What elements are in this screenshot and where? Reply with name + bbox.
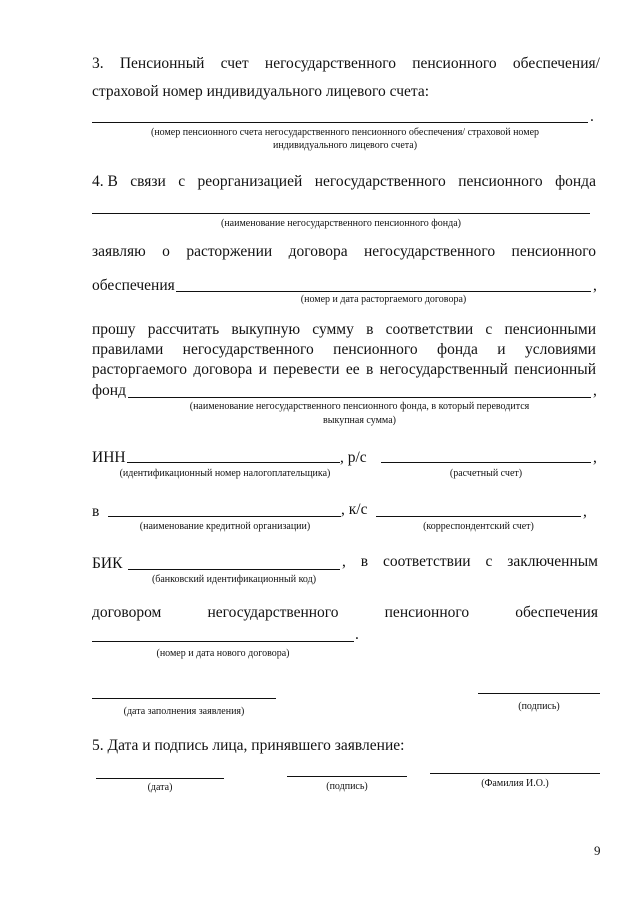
fill-date-caption: (дата заполнения заявления) (123, 706, 245, 717)
ks-label: , к/с (341, 501, 368, 518)
word: в (360, 553, 369, 570)
word: перевести (273, 361, 340, 378)
applicant-signature-field[interactable] (478, 693, 600, 694)
receiver-date-field[interactable] (96, 778, 224, 779)
word: пенсионного (511, 243, 596, 260)
period: . (355, 626, 359, 643)
word: негосударственного (182, 341, 314, 358)
word: прошу (92, 321, 136, 338)
settlement-account-field[interactable] (381, 462, 591, 463)
word: с (485, 553, 493, 570)
bik-field[interactable] (128, 569, 340, 570)
word: рассчитать (147, 321, 220, 338)
comma: , (583, 503, 587, 520)
word: негосударственного (314, 173, 446, 190)
word: фонда (437, 341, 478, 358)
new-contract-field[interactable] (92, 641, 354, 642)
bik-caption: (банковский идентификационный код) (151, 574, 317, 585)
word: в (365, 361, 374, 378)
applicant-signature-caption: (подпись) (518, 701, 560, 712)
word: условиями (525, 341, 596, 358)
bank-name-caption: (наименование кредитной организации) (139, 521, 311, 532)
word: и (497, 341, 506, 358)
request-line-3 (92, 361, 596, 379)
fund-name-field[interactable] (92, 213, 590, 214)
word: Пенсионный (119, 55, 205, 72)
section3-line1 (92, 55, 600, 73)
word: сумму (312, 321, 354, 338)
receiver-date-caption: (дата) (147, 782, 173, 793)
word: негосударственного (364, 243, 496, 260)
page-number: 9 (594, 843, 601, 858)
word: , (342, 553, 346, 570)
word: заявляю (92, 243, 146, 260)
receiver-name-caption: (Фамилия И.О.) (481, 778, 549, 789)
request-line-2 (92, 341, 596, 359)
comma: , (593, 449, 597, 466)
bik-tail (342, 553, 598, 571)
target-fund-field[interactable] (128, 397, 591, 398)
word: пенсионного (458, 173, 543, 190)
word: о (162, 243, 170, 260)
word: с (178, 173, 186, 190)
word: и (258, 361, 267, 378)
receiver-signature-caption: (подпись) (326, 781, 368, 792)
inn-label: ИНН (92, 449, 126, 466)
bik-label: БИК (92, 555, 123, 572)
declare-line (92, 243, 596, 261)
pension-account-caption-2: индивидуального лицевого счета) (272, 140, 418, 151)
new-contract-caption: (номер и дата нового договора) (156, 648, 290, 659)
word: обеспечения/ (512, 55, 600, 72)
target-fund-caption-2: выкупная сумма) (323, 415, 396, 426)
target-fund-caption-1: (наименование негосударственного пенсионного фонда, в который переводится (189, 401, 530, 412)
bank-name-field[interactable] (108, 516, 341, 517)
correspondent-account-caption: (корреспондентский счет) (423, 521, 534, 532)
word: пенсионный (514, 361, 596, 378)
word: 3. (92, 55, 104, 72)
word: соответствии (385, 321, 474, 338)
word: пенсионного (412, 55, 497, 72)
word: пенсионными (504, 321, 596, 338)
word: ее (345, 361, 360, 378)
section4-line1 (92, 173, 596, 191)
section3-end-period: . (590, 108, 594, 125)
word: негосударственного (264, 55, 396, 72)
word: обеспечения (515, 604, 598, 621)
word: фонда (555, 173, 596, 190)
word: пенсионного (384, 604, 470, 621)
word: расторгаемого (92, 361, 187, 378)
word: связи (130, 173, 166, 190)
settlement-account-caption: (расчетный счет) (449, 468, 523, 479)
provision-label: обеспечения (92, 277, 175, 294)
fill-date-field[interactable] (92, 698, 276, 699)
pension-account-field[interactable] (92, 122, 588, 123)
word: заключенным (507, 553, 598, 570)
section5-heading: 5. Дата и подпись лица, принявшего заявление: (92, 737, 405, 754)
pension-account-caption-1: (номер пенсионного счета негосударственного пенсионного обеспечения/ страховой номер (150, 127, 540, 138)
fund-name-caption: (наименование негосударственного пенсионного фонда) (221, 218, 461, 229)
word: пенсионного (333, 341, 418, 358)
rs-label: , р/с (340, 449, 367, 466)
fund-label: фонд (92, 382, 126, 399)
word: расторжении (186, 243, 273, 260)
word: договором (92, 604, 162, 621)
word: договора (288, 243, 348, 260)
terminated-contract-caption: (номер и дата расторгаемого договора) (300, 294, 467, 305)
receiver-name-field[interactable] (430, 773, 600, 774)
receiver-signature-field[interactable] (287, 776, 407, 777)
terminated-contract-field[interactable] (176, 291, 591, 292)
word: негосударственного (207, 604, 339, 621)
comma: , (593, 277, 597, 294)
word: негосударственный (379, 361, 508, 378)
inn-caption: (идентификационный номер налогоплательщика) (119, 468, 331, 479)
word: соответствии (382, 553, 471, 570)
word: выкупную (231, 321, 301, 338)
contract-line (92, 604, 598, 622)
inn-field[interactable] (127, 462, 340, 463)
word: с (485, 321, 493, 338)
word: 4. В (92, 173, 118, 190)
correspondent-account-field[interactable] (376, 516, 581, 517)
comma: , (593, 382, 597, 399)
word: реорганизацией (197, 173, 303, 190)
word: правилами (92, 341, 164, 358)
section3-line2: страховой номер индивидуального лицевого счета: (92, 83, 430, 100)
word: в (366, 321, 374, 338)
v-label: в (92, 503, 100, 520)
request-line-1 (92, 321, 596, 339)
word: счет (220, 55, 249, 72)
word: договора (193, 361, 253, 378)
